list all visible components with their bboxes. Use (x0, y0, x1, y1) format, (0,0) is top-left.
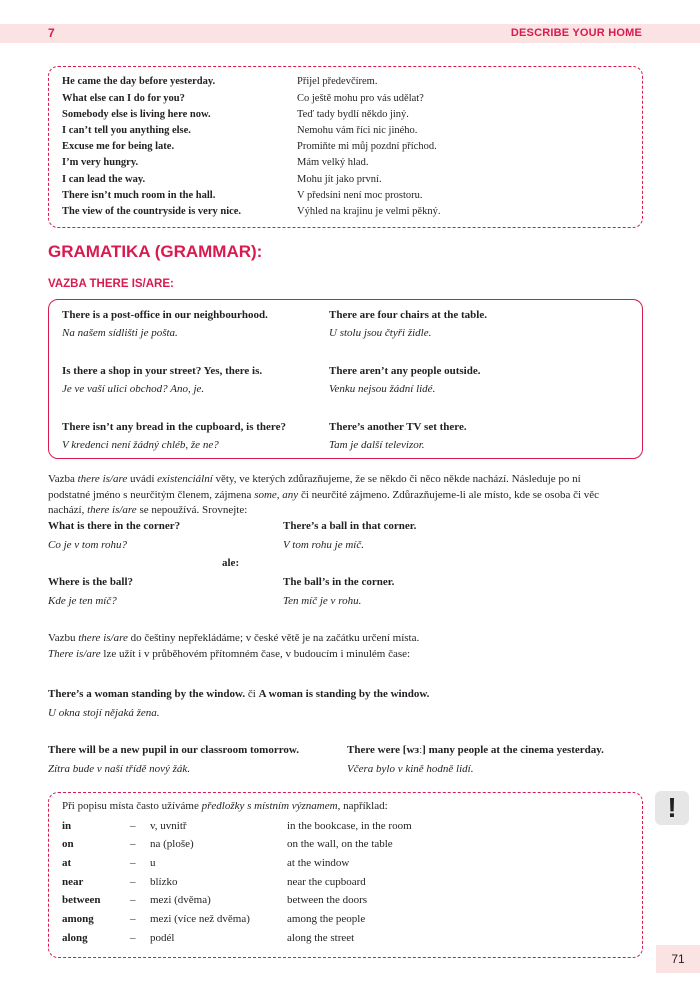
phrase-cz: Promiňte mi můj pozdní příchod. (297, 141, 437, 152)
phrase-en: He came the day before yesterday. (62, 76, 216, 87)
example-cz: Venku nejsou žádní lidé. (329, 383, 436, 395)
phrase-cz: Výhled na krajinu je velmi pěkný. (297, 206, 441, 217)
preposition-dash: – (130, 838, 136, 850)
preposition-cz: u (150, 857, 156, 869)
section-subheading: VAZBA THERE IS/ARE: (48, 278, 174, 290)
example-cz: Tam je další televizor. (329, 439, 425, 451)
example-en: There’s another TV set there. (329, 421, 467, 433)
compare-answer: There’s a ball in that corner. (283, 520, 417, 532)
preposition-dash: – (130, 876, 136, 888)
grammar-heading: GRAMATIKA (GRAMMAR): (48, 242, 263, 261)
preposition-dash: – (130, 932, 136, 944)
preposition-en: along (62, 932, 88, 944)
tense-example-2: There will be a new pupil in our classroom tomorrow. (48, 744, 299, 756)
phrase-en: I’m very hungry. (62, 157, 139, 168)
preposition-cz: blízko (150, 876, 178, 888)
phrase-cz: Přijel předevčírem. (297, 76, 378, 87)
preposition-dash: – (130, 857, 136, 869)
tense-example-3: There were [wɜː] many people at the cinema yesterday. (347, 744, 604, 756)
tense-example-2-cz: Zítra bude v naší třídě nový žák. (48, 763, 191, 775)
preposition-dash: – (130, 913, 136, 925)
phrase-en: Excuse me for being late. (62, 141, 175, 152)
preposition-example: among the people (287, 913, 366, 925)
compare-question: What is there in the corner? (48, 520, 181, 532)
preposition-example: at the window (287, 857, 350, 869)
preposition-en: near (62, 876, 84, 888)
compare-question-cz: Kde je ten míč? (48, 595, 117, 607)
example-en: Is there a shop in your street? Yes, there is. (62, 365, 263, 377)
example-en: There aren’t any people outside. (329, 365, 481, 377)
preposition-dash: – (130, 820, 136, 832)
phrase-en: Somebody else is living here now. (62, 109, 211, 120)
chapter-number: 7 (48, 26, 55, 40)
phrase-en: The view of the countryside is very nice. (62, 206, 242, 217)
phrase-en: I can lead the way. (62, 174, 146, 185)
examples-box (48, 299, 643, 459)
phrase-cz: Teď tady bydlí někdo jiný. (297, 109, 409, 120)
phrase-en: What else can I do for you? (62, 93, 185, 104)
phrase-cz: Mohu jít jako první. (297, 174, 382, 185)
compare-answer-cz: Ten míč je v rohu. (283, 595, 362, 607)
phrase-cz: Mám velký hlad. (297, 157, 369, 168)
tense-example-3-cz: Včera bylo v kině hodně lidí. (347, 763, 474, 775)
preposition-example: between the doors (287, 894, 368, 906)
example-en: There is a post-office in our neighbourhood. (62, 309, 268, 321)
note-paragraph: Vazbu there is/are do češtiny nepřekládáme; v české větě je na začátku určení místa. There is/are lze užít i v průběhovém přítomném čase, v budoucím i minulém čase: (48, 632, 420, 660)
phrase-en: I can’t tell you anything else. (62, 125, 191, 136)
phrase-cz: Nemohu vám říci nic jiného. (297, 125, 418, 136)
example-en: There isn’t any bread in the cupboard, is there? (62, 421, 286, 433)
preposition-example: on the wall, on the table (287, 838, 393, 850)
preposition-cz: v, uvnitř (150, 820, 187, 832)
preposition-en: in (62, 820, 72, 832)
preposition-example: along the street (287, 932, 355, 944)
example-en: There are four chairs at the table. (329, 309, 487, 321)
preposition-cz: podél (150, 932, 175, 944)
compare-but: ale: (222, 557, 240, 569)
example-cz: Na našem sídlišti je pošta. (62, 327, 178, 339)
exclamation-icon: ! (655, 791, 689, 825)
preposition-en: among (62, 913, 94, 925)
page-number: 71 (656, 945, 700, 973)
phrase-en: There isn’t much room in the hall. (62, 190, 216, 201)
phrase-cz: V předsíni není moc prostoru. (297, 190, 423, 201)
preposition-dash: – (130, 894, 136, 906)
example-cz: U stolu jsou čtyři židle. (329, 327, 432, 339)
preposition-example: near the cupboard (287, 876, 366, 888)
tense-example-1-cz: U okna stojí nějaká žena. (48, 707, 160, 719)
compare-answer-cz: V tom rohu je míč. (283, 539, 364, 551)
preposition-cz: mezi (více než dvěma) (150, 913, 250, 925)
explanation-paragraph: Vazba there is/are uvádí existenciální věty, ve kterých zdůrazňujeme, že se někdo či něco někde nachází. Následuje po ní podstatné jméno s neurčitým členem, zájmena some, any či neurčité zájmeno. Zdůrazňujeme-li ale místo, kde se osoba či věc nachází, there is/are se nepoužívá. Srovnejte: (48, 473, 600, 516)
preposition-cz: mezi (dvěma) (150, 894, 211, 906)
phrase-cz: Co ještě mohu pro vás udělat? (297, 93, 424, 104)
prepositions-intro: Při popisu místa často užíváme předložky s místním významem, například: (62, 800, 388, 812)
preposition-example: in the bookcase, in the room (287, 820, 412, 832)
compare-answer: The ball’s in the corner. (283, 576, 395, 588)
compare-question: Where is the ball? (48, 576, 134, 588)
compare-question-cz: Co je v tom rohu? (48, 539, 128, 551)
preposition-en: at (62, 857, 72, 869)
preposition-cz: na (ploše) (150, 838, 194, 850)
preposition-en: between (62, 894, 101, 906)
example-cz: V kredenci není žádný chléb, že ne? (62, 439, 219, 451)
chapter-title: DESCRIBE YOUR HOME (510, 27, 642, 39)
tense-example-1: There’s a woman standing by the window. či A woman is standing by the window. (48, 688, 430, 700)
preposition-en: on (62, 838, 74, 850)
example-cz: Je ve vaší ulici obchod? Ano, je. (62, 383, 205, 395)
